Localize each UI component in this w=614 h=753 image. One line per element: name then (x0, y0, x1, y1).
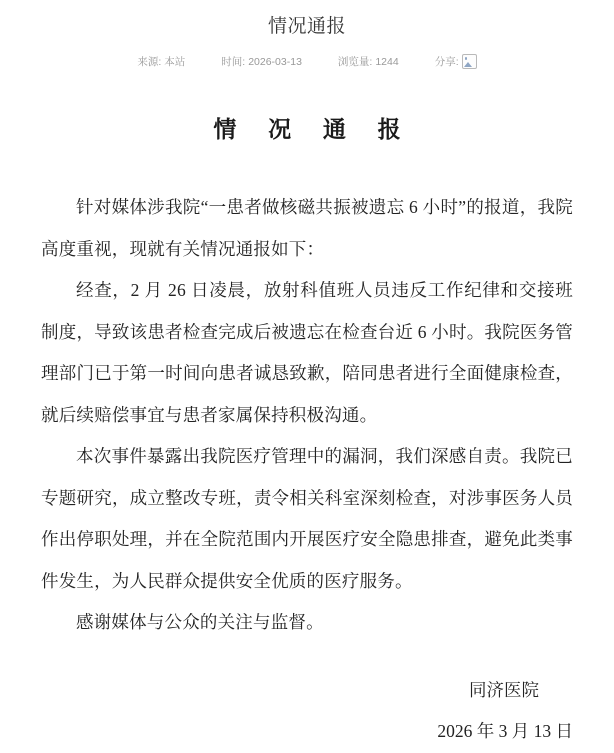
meta-views-value: 1244 (375, 55, 399, 68)
paragraph: 本次事件暴露出我院医疗管理中的漏洞，我们深感自责。我院已专题研究，成立整改专班，责令相关科室深刻检查，对涉事医务人员作出停职处理，并在全院范围内开展医疗安全隐患排查，避免此类事件发生，为人民群众提供安全优质的医疗服务。 (41, 446, 573, 591)
meta-source (137, 55, 185, 69)
meta-source-value: 本站 (164, 55, 186, 68)
document-heading: 情 况 通 报 (213, 117, 414, 142)
document-container (41, 69, 573, 753)
meta-share[interactable] (435, 54, 477, 69)
image-placeholder-icon[interactable] (462, 54, 477, 69)
meta-time-label: 时间: (221, 55, 246, 68)
paragraph: 针对媒体涉我院“一患者做核磁共振被遗忘 6 小时”的报道，我院高度重视，现就有关情况通报如下： (41, 197, 573, 259)
document-body (41, 187, 573, 644)
paragraph: 经查，2 月 26 日凌晨，放射科值班人员违反工作纪律和交接班制度，导致该患者检查完成后被遗忘在检查台近 6 小时。我院医务管理部门已于第一时间向患者诚恳致歉，陪同患者进行全面健康检查，就后续赔偿事宜与患者家属保持积极沟通。 (41, 280, 573, 425)
meta-source-label: 来源: (137, 55, 162, 68)
meta-views (338, 55, 399, 69)
meta-time (221, 55, 302, 69)
signature-organization: 同济医院 (469, 679, 539, 700)
signature-block (41, 670, 573, 753)
page-title: 情况通报 (267, 16, 346, 37)
signature-date: 2026 年 3 月 13 日 (437, 721, 573, 741)
paragraph: 感谢媒体与公众的关注与监督。 (76, 612, 324, 632)
meta-share-label: 分享: (434, 55, 459, 68)
meta-views-label: 浏览量: (337, 55, 373, 68)
article-meta-row (0, 54, 614, 69)
meta-time-value: 2026-03-13 (248, 55, 302, 68)
